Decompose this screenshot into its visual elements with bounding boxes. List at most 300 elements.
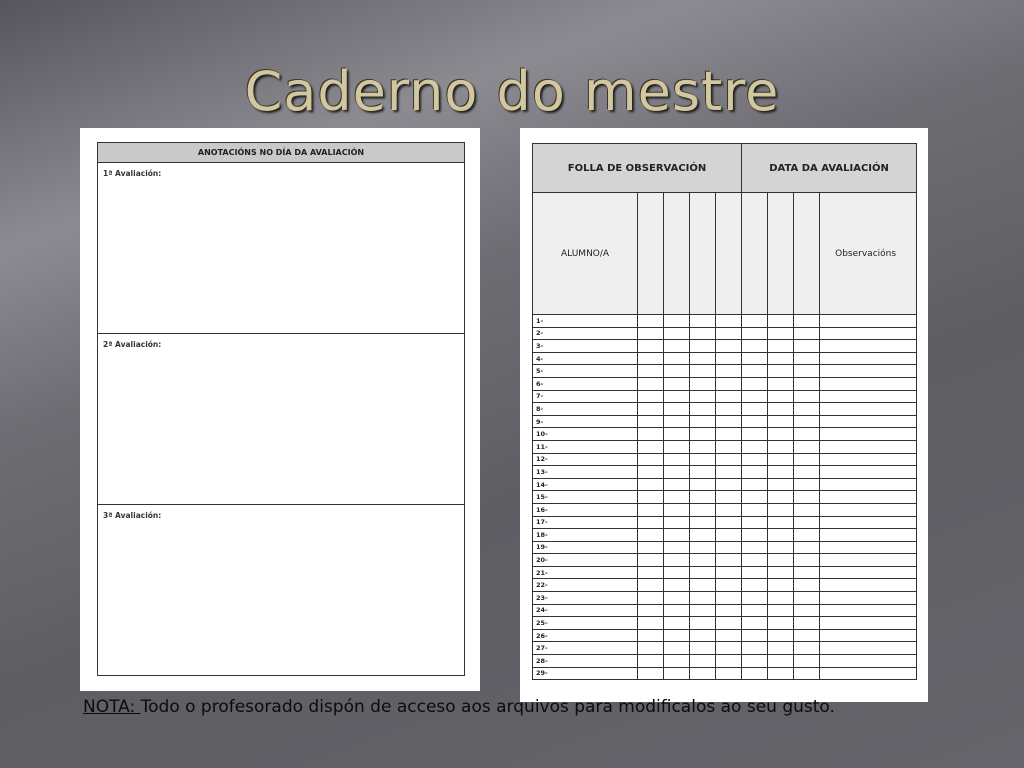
table-cell — [638, 428, 664, 441]
annotations-table — [97, 142, 465, 676]
table-cell — [716, 466, 742, 479]
table-cell — [794, 491, 820, 504]
table-cell — [768, 352, 794, 365]
table-cell — [638, 365, 664, 378]
table-cell — [794, 529, 820, 542]
table-cell — [664, 579, 690, 592]
table-cell — [638, 554, 664, 567]
row-number: 3- — [533, 340, 638, 353]
table-cell — [768, 327, 794, 340]
evaluation-label-1: 1ª Avaliación: — [103, 169, 162, 178]
slide-title: Caderno do mestre — [244, 60, 780, 123]
table-cell — [664, 403, 690, 416]
table-cell — [820, 327, 917, 340]
table-cell — [716, 655, 742, 668]
table-cell — [638, 529, 664, 542]
table-cell — [664, 415, 690, 428]
table-cell — [664, 453, 690, 466]
table-cell — [742, 516, 768, 529]
table-cell — [690, 617, 716, 630]
table-row — [533, 503, 917, 516]
row-number: 9- — [533, 415, 638, 428]
table-cell — [690, 529, 716, 542]
table-cell — [664, 667, 690, 680]
table-cell — [638, 466, 664, 479]
table-cell — [768, 365, 794, 378]
table-cell — [768, 554, 794, 567]
row-number: 19- — [533, 541, 638, 554]
table-cell — [716, 428, 742, 441]
table-cell — [716, 592, 742, 605]
table-cell — [638, 629, 664, 642]
annotations-sheet-image — [80, 128, 480, 691]
table-cell — [768, 440, 794, 453]
row-number: 5- — [533, 365, 638, 378]
table-cell — [664, 554, 690, 567]
table-cell — [768, 642, 794, 655]
table-cell — [690, 604, 716, 617]
table-cell — [690, 579, 716, 592]
observation-subheader-row — [533, 193, 917, 315]
evaluation-section-1 — [98, 163, 464, 334]
student-column-header: ALUMNO/A — [533, 193, 638, 315]
table-cell — [716, 453, 742, 466]
table-cell — [794, 478, 820, 491]
table-cell — [638, 377, 664, 390]
table-cell — [794, 554, 820, 567]
observation-sheet-title: FOLLA DE OBSERVACIÓN — [533, 144, 742, 193]
table-cell — [794, 440, 820, 453]
table-cell — [768, 478, 794, 491]
table-cell — [794, 415, 820, 428]
note-text: Todo o profesorado dispón de acceso aos arquivos para modificalos ao seu gusto. — [140, 697, 835, 717]
table-row — [533, 365, 917, 378]
table-cell — [820, 315, 917, 328]
table-cell — [742, 617, 768, 630]
table-cell — [690, 415, 716, 428]
table-cell — [690, 365, 716, 378]
table-cell — [820, 554, 917, 567]
table-cell — [742, 529, 768, 542]
table-row — [533, 667, 917, 680]
table-cell — [716, 415, 742, 428]
observation-header-row — [533, 144, 917, 193]
table-cell — [794, 604, 820, 617]
table-row — [533, 642, 917, 655]
table-cell — [768, 655, 794, 668]
table-cell — [794, 428, 820, 441]
table-cell — [638, 667, 664, 680]
table-cell — [638, 566, 664, 579]
table-cell — [820, 403, 917, 416]
row-number: 15- — [533, 491, 638, 504]
table-cell — [716, 478, 742, 491]
table-cell — [820, 592, 917, 605]
table-cell — [638, 440, 664, 453]
row-number: 4- — [533, 352, 638, 365]
table-cell — [716, 529, 742, 542]
table-cell — [768, 604, 794, 617]
table-cell — [768, 453, 794, 466]
table-cell — [794, 390, 820, 403]
table-cell — [690, 478, 716, 491]
table-cell — [716, 340, 742, 353]
table-cell — [638, 617, 664, 630]
table-cell — [820, 466, 917, 479]
table-cell — [638, 579, 664, 592]
table-cell — [664, 592, 690, 605]
table-cell — [794, 592, 820, 605]
table-cell — [742, 466, 768, 479]
table-cell — [664, 642, 690, 655]
table-cell — [716, 352, 742, 365]
table-cell — [690, 503, 716, 516]
table-cell — [716, 516, 742, 529]
table-cell — [768, 617, 794, 630]
table-cell — [820, 478, 917, 491]
evaluation-label-3: 3ª Avaliación: — [103, 511, 162, 520]
table-cell — [742, 655, 768, 668]
table-cell — [768, 390, 794, 403]
table-cell — [690, 340, 716, 353]
table-cell — [768, 541, 794, 554]
table-cell — [690, 453, 716, 466]
table-cell — [820, 667, 917, 680]
table-cell — [768, 516, 794, 529]
table-cell — [742, 403, 768, 416]
table-cell — [742, 315, 768, 328]
table-cell — [742, 604, 768, 617]
table-cell — [794, 566, 820, 579]
table-cell — [820, 390, 917, 403]
table-row — [533, 554, 917, 567]
table-cell — [820, 503, 917, 516]
table-cell — [638, 655, 664, 668]
table-cell — [768, 629, 794, 642]
table-cell — [742, 352, 768, 365]
table-cell — [742, 554, 768, 567]
table-cell — [664, 390, 690, 403]
table-cell — [690, 352, 716, 365]
table-cell — [742, 541, 768, 554]
table-cell — [742, 642, 768, 655]
table-cell — [664, 604, 690, 617]
table-cell — [768, 566, 794, 579]
table-cell — [638, 503, 664, 516]
table-cell — [820, 428, 917, 441]
table-row — [533, 453, 917, 466]
table-row — [533, 478, 917, 491]
table-cell — [664, 503, 690, 516]
table-cell — [794, 365, 820, 378]
footnote — [83, 697, 835, 717]
table-cell — [742, 629, 768, 642]
table-cell — [690, 655, 716, 668]
table-cell — [638, 415, 664, 428]
table-cell — [716, 566, 742, 579]
table-cell — [638, 403, 664, 416]
table-cell — [664, 491, 690, 504]
row-number: 24- — [533, 604, 638, 617]
table-cell — [638, 352, 664, 365]
row-number: 8- — [533, 403, 638, 416]
evaluation-section-2 — [98, 334, 464, 505]
row-number: 17- — [533, 516, 638, 529]
table-cell — [690, 440, 716, 453]
table-cell — [664, 440, 690, 453]
row-number: 7- — [533, 390, 638, 403]
table-cell — [742, 377, 768, 390]
table-cell — [820, 440, 917, 453]
table-cell — [768, 377, 794, 390]
row-number: 16- — [533, 503, 638, 516]
table-cell — [794, 667, 820, 680]
table-cell — [664, 466, 690, 479]
table-cell — [716, 440, 742, 453]
table-cell — [716, 365, 742, 378]
table-cell — [768, 503, 794, 516]
table-cell — [664, 566, 690, 579]
row-number: 18- — [533, 529, 638, 542]
table-cell — [690, 403, 716, 416]
table-cell — [638, 340, 664, 353]
table-row — [533, 403, 917, 416]
table-cell — [794, 629, 820, 642]
row-number: 27- — [533, 642, 638, 655]
table-cell — [794, 466, 820, 479]
table-cell — [716, 604, 742, 617]
table-row — [533, 491, 917, 504]
table-cell — [742, 478, 768, 491]
table-cell — [820, 516, 917, 529]
table-cell — [638, 541, 664, 554]
row-number: 1- — [533, 315, 638, 328]
table-cell — [768, 529, 794, 542]
table-cell — [690, 592, 716, 605]
table-cell — [820, 340, 917, 353]
table-cell — [638, 327, 664, 340]
table-cell — [794, 617, 820, 630]
table-cell — [820, 415, 917, 428]
table-cell — [768, 579, 794, 592]
table-cell — [716, 667, 742, 680]
annotations-header: ANOTACIÓNS NO DÍA DA AVALIACIÓN — [98, 143, 464, 163]
table-cell — [664, 352, 690, 365]
table-row — [533, 466, 917, 479]
table-cell — [794, 340, 820, 353]
table-cell — [820, 629, 917, 642]
table-cell — [716, 629, 742, 642]
table-cell — [690, 554, 716, 567]
table-row — [533, 352, 917, 365]
table-cell — [742, 503, 768, 516]
table-cell — [664, 655, 690, 668]
table-cell — [716, 579, 742, 592]
table-cell — [794, 352, 820, 365]
table-cell — [690, 642, 716, 655]
table-row — [533, 390, 917, 403]
table-cell — [742, 579, 768, 592]
table-row — [533, 617, 917, 630]
table-cell — [664, 365, 690, 378]
table-cell — [690, 466, 716, 479]
table-cell — [638, 478, 664, 491]
table-cell — [638, 604, 664, 617]
table-cell — [794, 327, 820, 340]
row-number: 10- — [533, 428, 638, 441]
table-cell — [690, 428, 716, 441]
table-cell — [742, 440, 768, 453]
table-row — [533, 327, 917, 340]
table-row — [533, 377, 917, 390]
table-cell — [768, 592, 794, 605]
table-cell — [820, 529, 917, 542]
table-cell — [664, 629, 690, 642]
table-row — [533, 440, 917, 453]
table-row — [533, 315, 917, 328]
table-cell — [638, 390, 664, 403]
table-cell — [664, 617, 690, 630]
table-cell — [664, 315, 690, 328]
table-cell — [794, 579, 820, 592]
table-cell — [820, 352, 917, 365]
table-cell — [742, 592, 768, 605]
row-number: 26- — [533, 629, 638, 642]
table-cell — [690, 377, 716, 390]
table-cell — [820, 453, 917, 466]
table-cell — [794, 453, 820, 466]
table-cell — [664, 516, 690, 529]
table-cell — [768, 315, 794, 328]
observations-column-header: Observacións — [820, 193, 917, 315]
table-cell — [794, 403, 820, 416]
table-cell — [638, 642, 664, 655]
table-cell — [794, 377, 820, 390]
table-cell — [716, 541, 742, 554]
row-number: 21- — [533, 566, 638, 579]
table-cell — [638, 516, 664, 529]
row-number: 22- — [533, 579, 638, 592]
table-cell — [794, 642, 820, 655]
table-cell — [768, 667, 794, 680]
table-cell — [716, 491, 742, 504]
table-cell — [820, 655, 917, 668]
table-cell — [768, 491, 794, 504]
table-cell — [794, 503, 820, 516]
table-cell — [664, 340, 690, 353]
table-cell — [742, 491, 768, 504]
table-cell — [820, 365, 917, 378]
table-cell — [742, 566, 768, 579]
table-row — [533, 529, 917, 542]
row-number: 14- — [533, 478, 638, 491]
table-cell — [794, 655, 820, 668]
table-row — [533, 428, 917, 441]
table-cell — [690, 390, 716, 403]
table-cell — [716, 503, 742, 516]
table-cell — [716, 377, 742, 390]
table-cell — [742, 327, 768, 340]
table-row — [533, 415, 917, 428]
table-row — [533, 592, 917, 605]
table-row — [533, 340, 917, 353]
table-cell — [820, 377, 917, 390]
note-label: NOTA: — [83, 697, 141, 717]
table-cell — [690, 566, 716, 579]
table-row — [533, 655, 917, 668]
row-number: 11- — [533, 440, 638, 453]
table-row — [533, 604, 917, 617]
row-number: 28- — [533, 655, 638, 668]
evaluation-section-3 — [98, 505, 464, 676]
row-number: 13- — [533, 466, 638, 479]
table-cell — [690, 327, 716, 340]
table-row — [533, 579, 917, 592]
table-cell — [742, 390, 768, 403]
table-cell — [664, 478, 690, 491]
table-cell — [794, 516, 820, 529]
table-row — [533, 516, 917, 529]
table-row — [533, 629, 917, 642]
table-cell — [664, 541, 690, 554]
table-cell — [638, 491, 664, 504]
table-cell — [742, 340, 768, 353]
row-number: 2- — [533, 327, 638, 340]
table-row — [533, 566, 917, 579]
row-number: 20- — [533, 554, 638, 567]
observation-table — [532, 143, 917, 680]
table-cell — [664, 327, 690, 340]
evaluation-date-label: DATA DA AVALIACIÓN — [742, 144, 917, 193]
table-cell — [768, 403, 794, 416]
table-cell — [716, 315, 742, 328]
table-cell — [664, 377, 690, 390]
table-cell — [820, 491, 917, 504]
table-cell — [716, 642, 742, 655]
table-cell — [794, 541, 820, 554]
table-cell — [768, 340, 794, 353]
table-cell — [716, 554, 742, 567]
row-number: 25- — [533, 617, 638, 630]
table-cell — [820, 642, 917, 655]
table-cell — [638, 592, 664, 605]
table-cell — [742, 415, 768, 428]
table-cell — [690, 315, 716, 328]
table-cell — [716, 617, 742, 630]
table-cell — [690, 491, 716, 504]
table-cell — [664, 428, 690, 441]
evaluation-label-2: 2ª Avaliación: — [103, 340, 162, 349]
table-cell — [638, 315, 664, 328]
row-number: 12- — [533, 453, 638, 466]
table-cell — [768, 415, 794, 428]
row-number: 6- — [533, 377, 638, 390]
table-cell — [742, 453, 768, 466]
table-cell — [768, 428, 794, 441]
observation-sheet-image — [520, 128, 928, 702]
table-cell — [690, 629, 716, 642]
table-cell — [742, 365, 768, 378]
table-cell — [820, 617, 917, 630]
table-cell — [690, 667, 716, 680]
row-number: 23- — [533, 592, 638, 605]
table-cell — [742, 428, 768, 441]
row-number: 29- — [533, 667, 638, 680]
table-cell — [820, 541, 917, 554]
table-cell — [794, 315, 820, 328]
table-cell — [820, 604, 917, 617]
table-cell — [664, 529, 690, 542]
